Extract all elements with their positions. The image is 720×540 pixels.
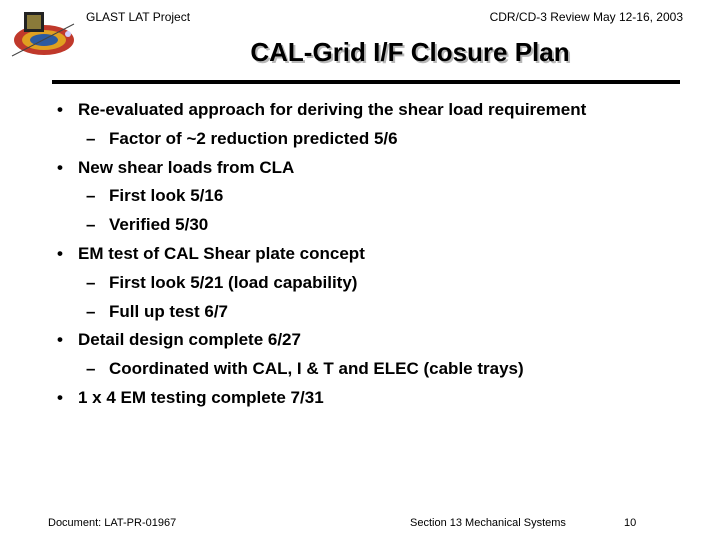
sub-bullet-item: Factor of ~2 reduction predicted 5/6 [109, 128, 398, 148]
page-number: 10 [624, 517, 637, 529]
dash-icon: – [86, 301, 96, 321]
dash-icon: – [86, 359, 96, 379]
sub-bullet-item: Full up test 6/7 [109, 301, 229, 321]
sub-bullet-item: First look 5/16 [109, 186, 224, 206]
dash-icon: – [86, 128, 96, 148]
review-label: CDR/CD-3 Review May 12-16, 2003 [489, 10, 683, 24]
project-name: GLAST LAT Project [86, 10, 191, 24]
bullet-icon: • [57, 388, 63, 407]
bullet-item: New shear loads from CLA [78, 157, 295, 177]
dash-icon: – [86, 186, 96, 206]
bullet-item: EM test of CAL Shear plate concept [78, 244, 365, 263]
bullet-icon: • [57, 330, 63, 350]
bullet-icon: • [57, 157, 63, 177]
bullet-icon: • [57, 100, 63, 119]
bullet-item: 1 x 4 EM testing complete 7/31 [78, 388, 324, 407]
bullet-icon: • [57, 244, 63, 263]
title-divider [52, 80, 680, 84]
footer-section: Section 13 Mechanical Systems [410, 517, 566, 529]
sub-bullet-item: Coordinated with CAL, I & T and ELEC (cable trays) [109, 359, 524, 379]
glast-logo-icon [8, 6, 76, 66]
slide-title: CAL-Grid I/F Closure Plan [250, 37, 570, 67]
bullet-item: Re-evaluated approach for deriving the shear load requirement [78, 100, 587, 119]
footer-document: Document: LAT-PR-01967 [48, 517, 177, 529]
dash-icon: – [86, 272, 96, 292]
dash-icon: – [86, 215, 96, 235]
bullet-item: Detail design complete 6/27 [78, 330, 301, 350]
sub-bullet-item: Verified 5/30 [109, 215, 209, 235]
sub-bullet-item: First look 5/21 (load capability) [109, 272, 358, 292]
